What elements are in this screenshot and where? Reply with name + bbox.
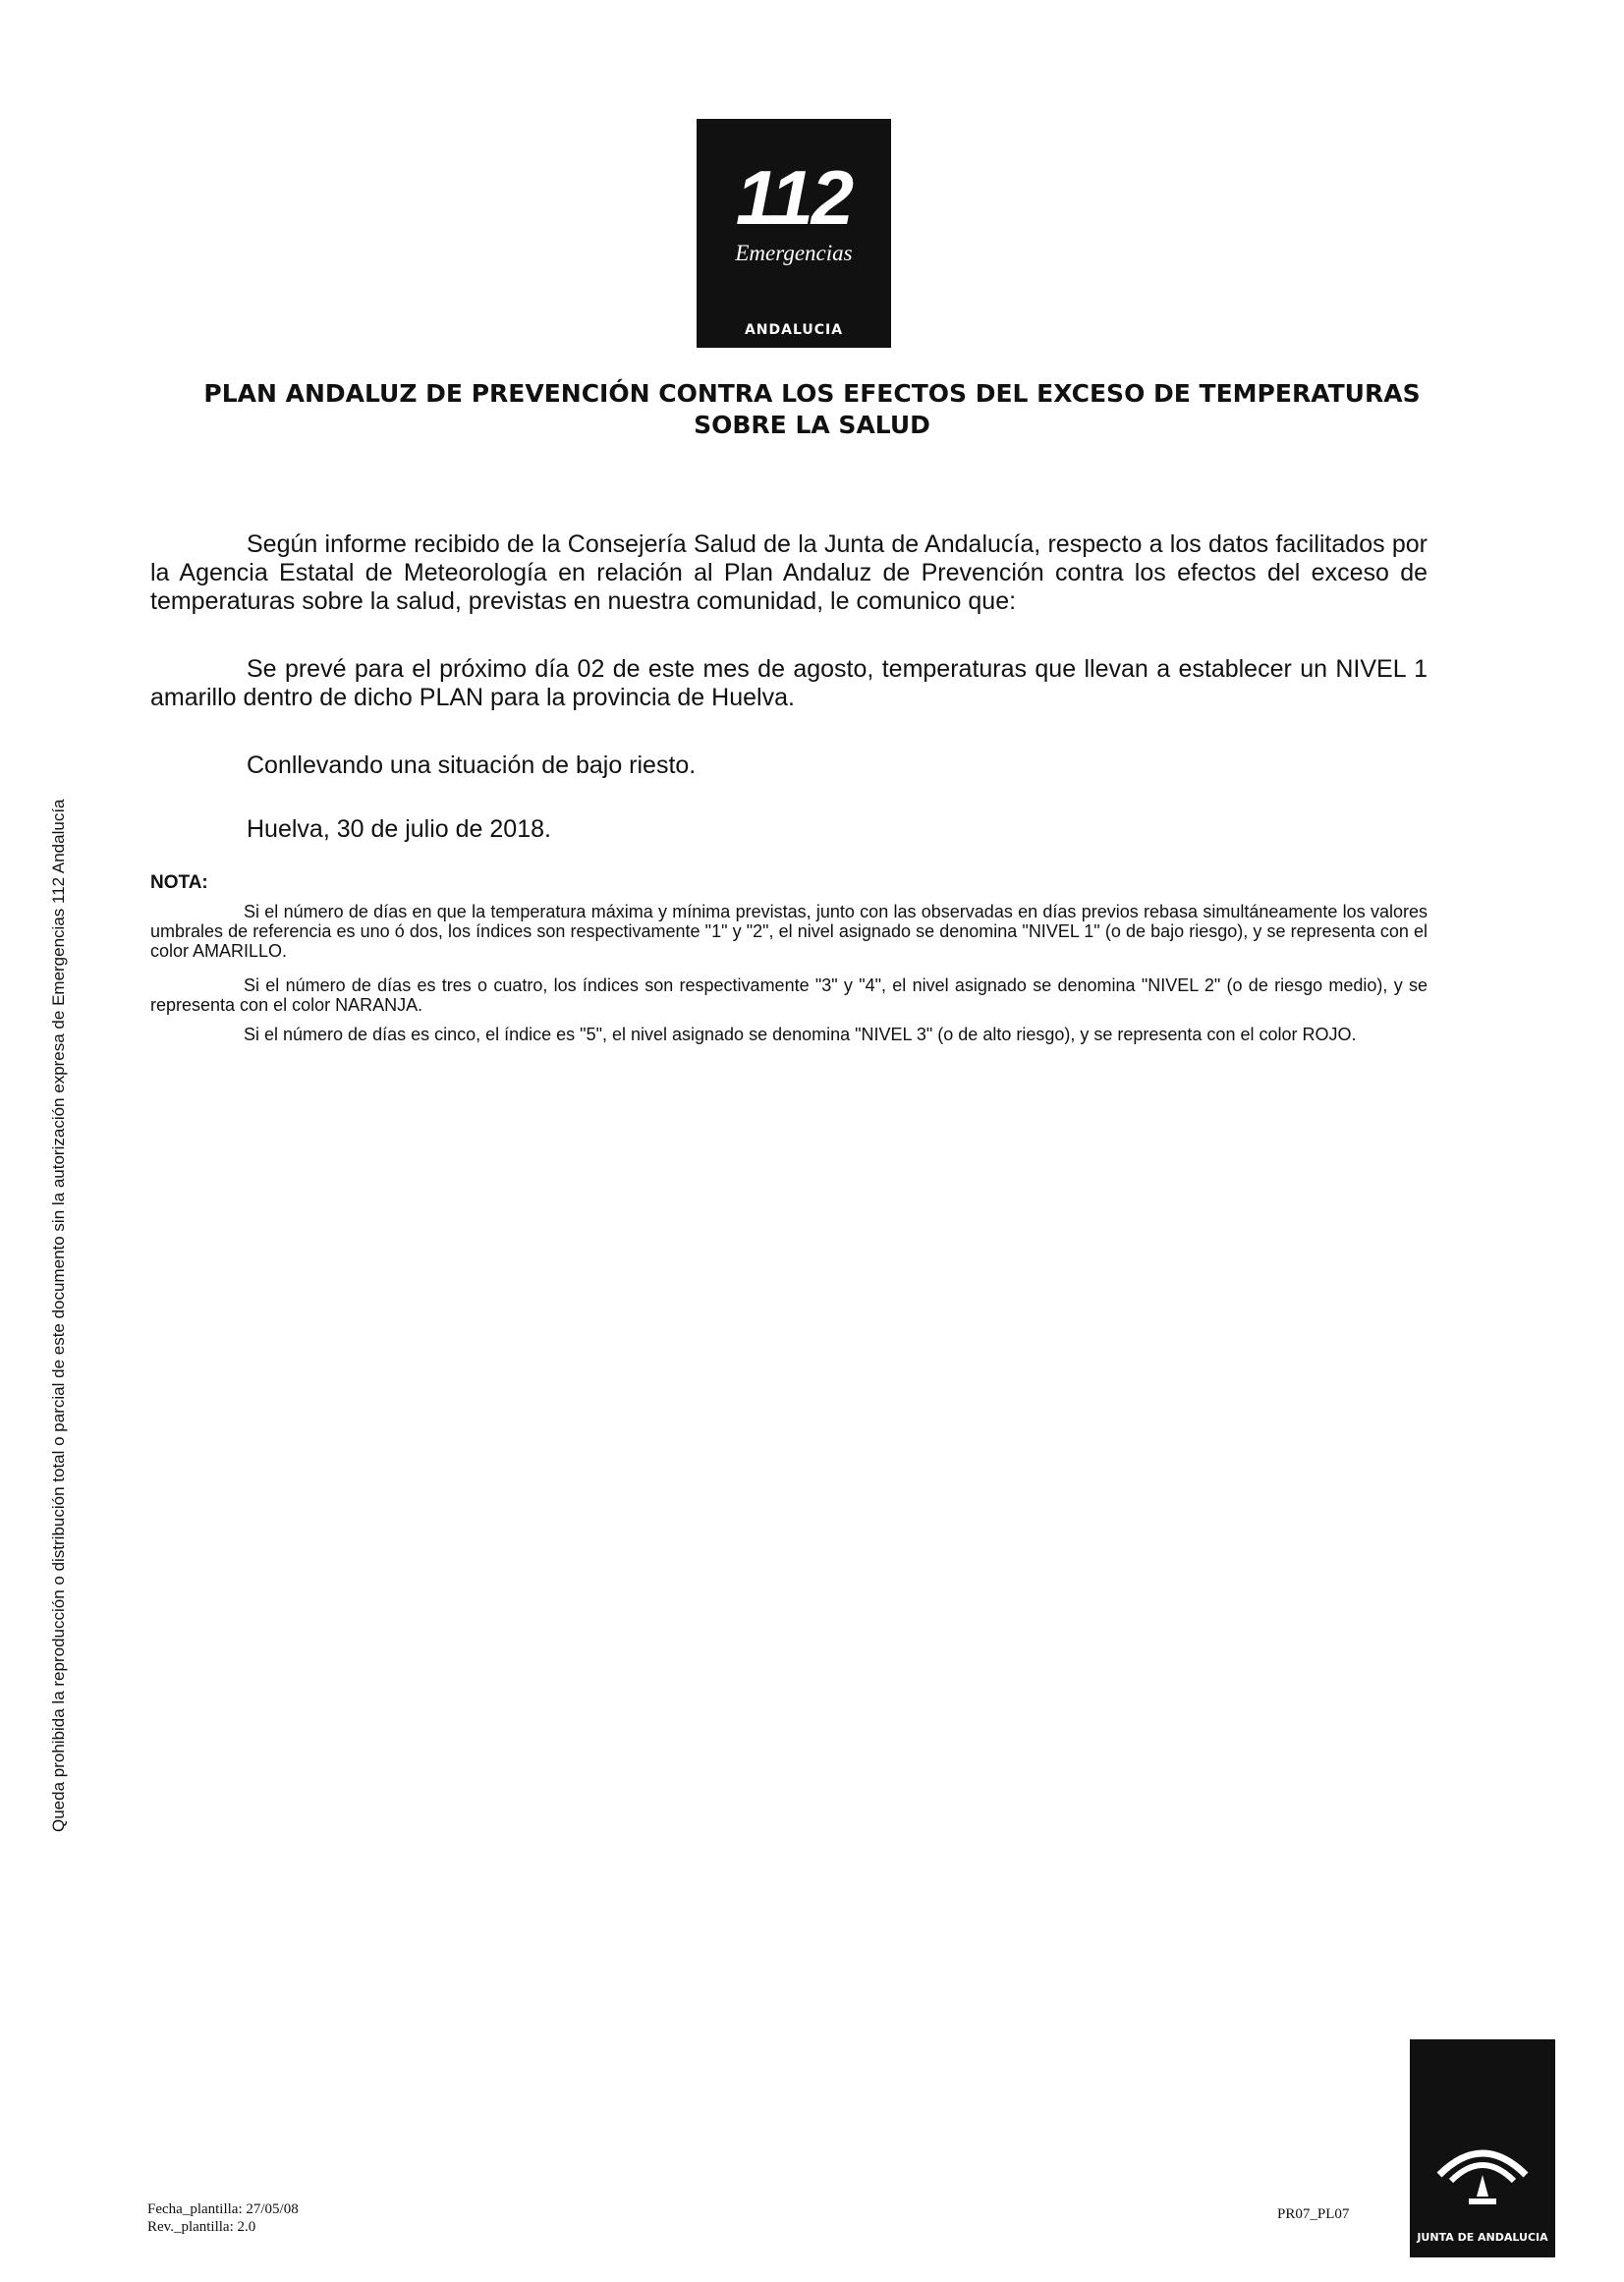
logo-region: ANDALUCIA [744, 322, 844, 338]
side-legal-notice: Queda prohibida la reproducción o distribución total o parcial de este documento sin la autorización expresa de Emergencias 112 Andalucía [49, 799, 68, 1832]
nota-item-3: Si el número de días es cinco, el índice es "5", el nivel asignado se denomina "NIVEL 3" (o de alto riesgo), y se representa con el color ROJO. [244, 1025, 1357, 1044]
template-info [147, 2200, 299, 2236]
rev-plantilla: Rev._plantilla: 2.0 [147, 2219, 256, 2235]
logo-subtitle: Emergencias [735, 241, 853, 265]
forecast-paragraph: Se prevé para el próximo día 02 de este mes de agosto, temperaturas que llevan a establecer un NIVEL 1 amarillo dentro de dicho PLAN para la provincia de Huelva. [150, 655, 1428, 711]
fecha-plantilla: Fecha_plantilla: 27/05/08 [147, 2201, 299, 2217]
title-line-2: SOBRE LA SALUD [694, 411, 930, 439]
document-code: PR07_PL07 [1277, 2206, 1350, 2222]
intro-paragraph: Según informe recibido de la Consejería Salud de la Junta de Andalucía, respecto a los datos facilitados por la Agencia Estatal de Meteorología en relación al Plan Andaluz de Prevención contra los efectos del exceso de temperaturas sobre la salud, previstas en nuestra comunidad, le comunico que: [150, 530, 1428, 615]
document-title [147, 378, 1477, 441]
emergencias-112-logo [697, 119, 891, 348]
junta-andalucia-logo [1410, 2039, 1555, 2257]
nota-label: NOTA: [150, 872, 208, 893]
junta-name: JUNTA DE ANDALUCIA [1417, 2231, 1548, 2244]
title-line-1: PLAN ANDALUZ DE PREVENCIÓN CONTRA LOS EFECTOS DEL EXCESO DE TEMPERATURAS [203, 379, 1421, 408]
logo-number: 112 [735, 154, 853, 241]
nota-item-1: Si el número de días en que la temperatura máxima y mínima previstas, junto con las observadas en días previos rebasa simultáneamente los valores umbrales de referencia es uno ó dos, los índices son respectivamente "1" y "2", el nivel asignado se denomina "NIVEL 1" (o de bajo riesgo), y se representa con el color AMARILLO. [150, 902, 1428, 961]
nota-item-2: Si el número de días es tres o cuatro, los índices son respectivamente "3" y "4", el nivel asignado se denomina "NIVEL 2" (o de riesgo medio), y se representa con el color NARANJA. [150, 975, 1428, 1015]
junta-arches-icon [1433, 2134, 1532, 2212]
date-line: Huelva, 30 de julio de 2018. [247, 815, 551, 843]
risk-paragraph: Conllevando una situación de bajo riesto. [247, 751, 697, 779]
